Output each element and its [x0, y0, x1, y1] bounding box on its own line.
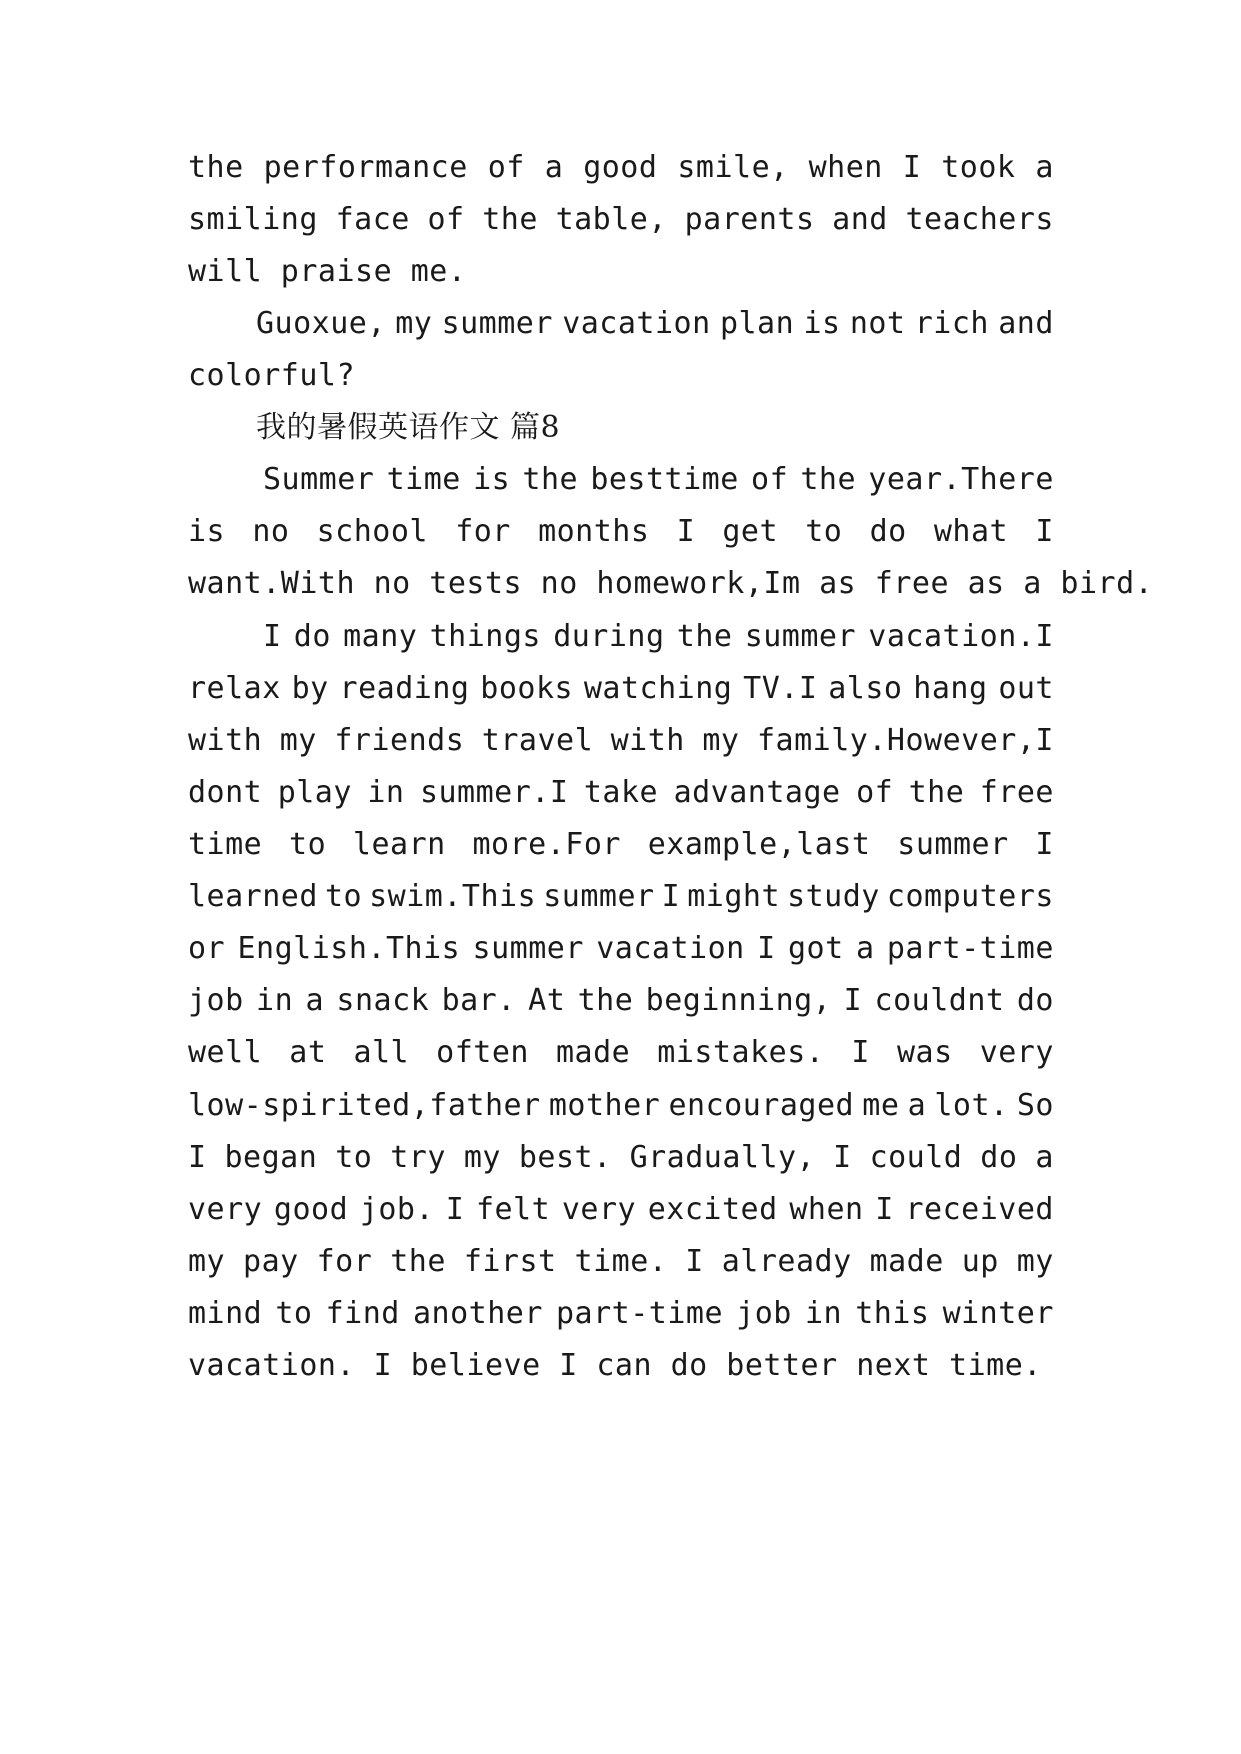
word: a — [907, 1088, 927, 1123]
word: me — [862, 1088, 900, 1123]
word: mother — [548, 1088, 661, 1123]
word: job — [736, 1296, 792, 1331]
word: So — [1016, 1088, 1054, 1123]
word: the — [188, 150, 244, 185]
paragraph-line — [188, 669, 1054, 709]
word: dont — [188, 775, 263, 810]
word: already — [721, 1244, 852, 1279]
word: free — [979, 775, 1054, 810]
paragraph-line — [188, 1242, 1054, 1282]
word: example,last — [647, 827, 871, 862]
paragraph-line — [188, 1086, 1054, 1126]
word: things — [429, 619, 541, 654]
paragraph-line — [188, 721, 1054, 761]
word: couldnt — [874, 983, 1005, 1018]
word: first — [463, 1244, 557, 1279]
word: summer — [744, 619, 857, 654]
word: to — [275, 1296, 313, 1331]
word: good — [583, 150, 658, 185]
word: with — [188, 723, 263, 758]
word: the — [390, 1244, 446, 1279]
word: vacation.I — [868, 619, 1054, 654]
word: part-time — [556, 1296, 724, 1331]
word: I — [445, 1192, 465, 1227]
word: very — [188, 1192, 263, 1227]
word: time. — [574, 1244, 668, 1279]
word: made — [556, 1035, 631, 1070]
word: not — [849, 306, 906, 341]
word: I — [188, 1140, 207, 1175]
word: my — [463, 1140, 501, 1175]
word: smile, — [677, 150, 789, 185]
word: part-time — [886, 931, 1054, 966]
word: low-spirited,father — [188, 1088, 541, 1123]
word: relax — [188, 671, 281, 706]
word: play — [277, 775, 352, 810]
word: good — [273, 1192, 349, 1227]
word: advantage — [673, 775, 841, 810]
word: I — [263, 619, 282, 654]
section-heading: 我的暑假英语作文 篇8 — [256, 410, 561, 445]
word: friends — [334, 723, 465, 758]
word: a — [544, 150, 564, 185]
paragraph-line — [188, 981, 1054, 1021]
word: to — [289, 827, 327, 862]
word: of — [487, 150, 525, 185]
paragraph-line — [188, 1190, 1054, 1230]
word: study — [787, 879, 880, 914]
word: a — [1035, 1140, 1054, 1175]
word: I — [843, 983, 863, 1018]
word: felt — [475, 1192, 551, 1227]
word: my — [188, 1244, 226, 1279]
word: parents — [684, 202, 815, 237]
word: my — [702, 723, 740, 758]
word: family.However,I — [756, 723, 1054, 758]
word: Summer — [263, 462, 375, 497]
word: and — [998, 306, 1054, 341]
word: find — [325, 1296, 400, 1331]
word: vacation — [596, 931, 745, 966]
word: another — [412, 1296, 543, 1331]
word: face — [335, 202, 410, 237]
word: many — [343, 619, 418, 654]
paragraph-line — [188, 1294, 1054, 1334]
word: rich — [914, 306, 989, 341]
word: plan — [719, 306, 795, 341]
word: and — [832, 202, 888, 237]
word: the — [800, 462, 857, 497]
word: pay — [243, 1244, 299, 1279]
word: might — [687, 879, 781, 914]
word: a — [305, 983, 325, 1018]
word: do — [869, 514, 907, 549]
word: travel — [481, 723, 594, 758]
word: received — [905, 1192, 1054, 1227]
word: up — [961, 1244, 999, 1279]
word: smiling — [188, 202, 318, 237]
word: my — [395, 306, 433, 341]
word: English.This — [237, 931, 461, 966]
word: to — [805, 514, 843, 549]
word: got — [787, 931, 844, 966]
paragraph-line — [188, 148, 1054, 188]
word: of — [856, 775, 894, 810]
word: in — [367, 775, 405, 810]
word: also — [828, 671, 903, 706]
word: learn — [352, 827, 446, 862]
word: I — [902, 150, 922, 185]
word: out — [998, 671, 1054, 706]
word: no — [252, 514, 290, 549]
word: school — [316, 514, 428, 549]
word: watching — [583, 671, 733, 706]
word: learned — [188, 879, 318, 914]
word: table, — [555, 202, 667, 237]
word: could — [869, 1140, 963, 1175]
word: or — [188, 931, 226, 966]
paragraph-line — [188, 929, 1054, 969]
word: the — [482, 202, 538, 237]
paragraph-line — [188, 877, 1054, 917]
paragraph-line: colorful? — [188, 358, 356, 393]
word: in — [804, 1296, 843, 1331]
word: of — [751, 462, 789, 497]
word: months — [538, 514, 650, 549]
word: well — [188, 1035, 263, 1070]
word: do — [1016, 983, 1054, 1018]
word: a — [855, 931, 875, 966]
paragraph-line — [188, 1033, 1054, 1073]
word: try — [390, 1140, 446, 1175]
paragraph-line: will praise me. — [188, 254, 467, 289]
word: is — [473, 462, 511, 497]
word: the — [577, 983, 634, 1018]
word: summer — [897, 827, 1009, 862]
paragraph-line — [188, 512, 1054, 552]
word: I — [1035, 827, 1054, 862]
word: is — [803, 306, 841, 341]
word: to — [335, 1140, 373, 1175]
word: the — [676, 619, 733, 654]
word: hang — [913, 671, 988, 706]
word: get — [722, 514, 779, 549]
word: do — [293, 619, 331, 654]
word: I — [676, 514, 696, 549]
word: by — [291, 671, 329, 706]
word: the — [908, 775, 965, 810]
word: very — [979, 1035, 1054, 1070]
word: when — [808, 150, 883, 185]
word: is — [188, 514, 226, 549]
word: took — [941, 150, 1016, 185]
word: often — [436, 1035, 529, 1070]
word: I — [661, 879, 681, 914]
paragraph-line — [263, 460, 1054, 500]
word: this — [855, 1296, 930, 1331]
word: summer — [472, 931, 584, 966]
word: in — [256, 983, 294, 1018]
word: books — [480, 671, 574, 706]
word: job. — [359, 1192, 435, 1227]
word: At — [528, 983, 566, 1018]
word: Gradually, — [629, 1140, 816, 1175]
word: TV.I — [743, 671, 818, 706]
word: a — [1035, 150, 1054, 185]
word: Guoxue, — [256, 306, 386, 341]
word: lot. — [934, 1088, 1009, 1123]
word: time — [188, 827, 263, 862]
word: with — [610, 723, 685, 758]
word: beginning, — [645, 983, 832, 1018]
word: winter — [942, 1296, 1054, 1331]
paragraph-line — [188, 200, 1054, 240]
word: besttime — [590, 462, 739, 497]
word: teachers — [905, 202, 1054, 237]
word: take — [583, 775, 659, 810]
paragraph-line — [263, 617, 1054, 657]
paragraph-line — [188, 773, 1054, 813]
paragraph-line: want.With no tests no homework,Im as free as a bird. — [188, 566, 1154, 601]
word: summer — [543, 879, 655, 914]
word: vacation — [562, 306, 711, 341]
word: all — [353, 1035, 410, 1070]
word: very — [561, 1192, 637, 1227]
word: what — [933, 514, 1009, 549]
word: more.For — [472, 827, 621, 862]
word: of — [427, 202, 465, 237]
word: excited — [647, 1192, 778, 1227]
paragraph-line — [188, 1138, 1054, 1178]
word: for — [455, 514, 511, 549]
paragraph-line — [188, 825, 1054, 865]
paragraph-line: vacation. I believe I can do better next time. — [188, 1348, 1042, 1383]
word: to — [324, 879, 363, 914]
word: time — [386, 462, 461, 497]
word: performance — [263, 150, 468, 185]
word: job — [188, 983, 244, 1018]
word: began — [224, 1140, 318, 1175]
word: reading — [339, 671, 470, 706]
word: year.There — [868, 462, 1054, 497]
word: snack — [336, 983, 430, 1018]
word: the — [522, 462, 579, 497]
word: my — [279, 723, 317, 758]
word: mistakes. — [657, 1035, 825, 1070]
word: swim.This — [369, 879, 537, 914]
word: made — [869, 1244, 944, 1279]
word: was — [896, 1035, 953, 1070]
word: I — [757, 931, 776, 966]
word: computers — [886, 879, 1054, 914]
paragraph-line — [256, 304, 1054, 344]
word: summer.I — [419, 775, 569, 810]
word: bar. — [441, 983, 516, 1018]
word: I — [851, 1035, 870, 1070]
word: encouraged — [668, 1088, 855, 1123]
word: mind — [188, 1296, 263, 1331]
word: when — [789, 1192, 864, 1227]
word: during — [553, 619, 665, 654]
word: summer — [441, 306, 553, 341]
word: do — [980, 1140, 1018, 1175]
word: my — [1016, 1244, 1054, 1279]
word: I — [833, 1140, 852, 1175]
word: best. — [518, 1140, 612, 1175]
word: at — [289, 1035, 327, 1070]
word: for — [316, 1244, 373, 1279]
word: I — [1035, 514, 1054, 549]
word: I — [875, 1192, 894, 1227]
word: I — [685, 1244, 704, 1279]
